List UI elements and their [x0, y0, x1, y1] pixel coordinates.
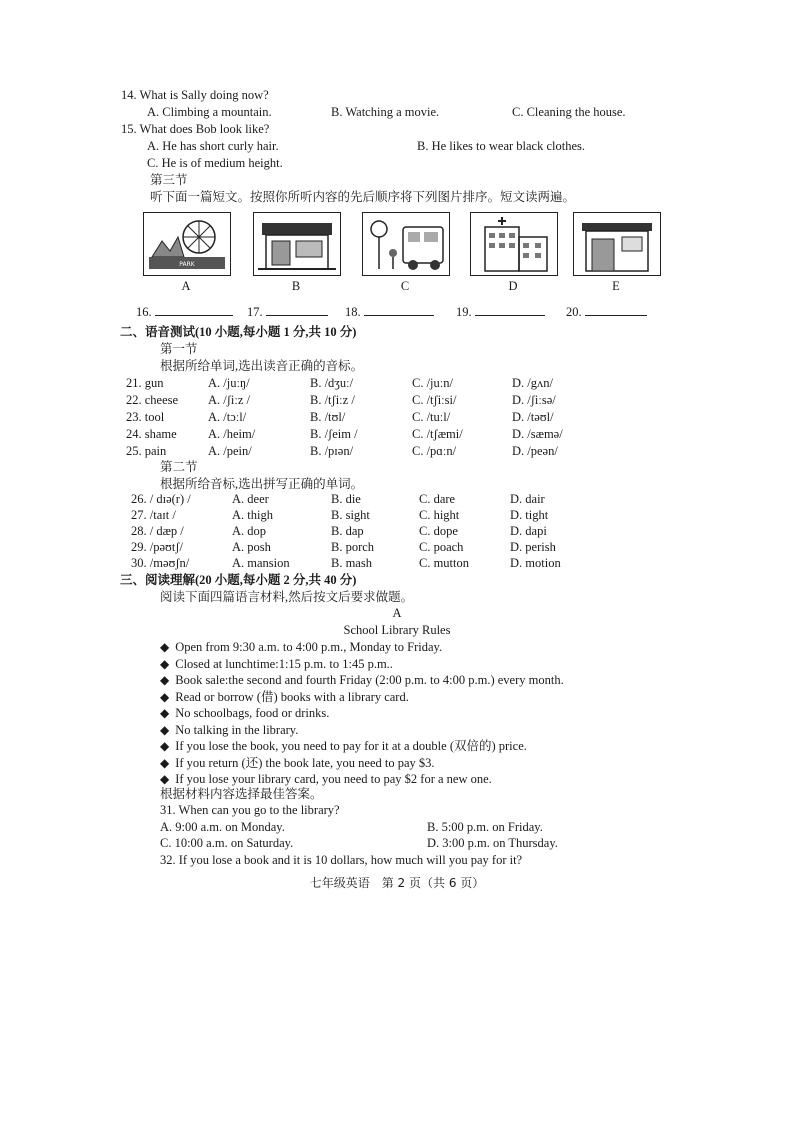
q22-option-c: C. /tʃiːsi/ — [412, 393, 457, 407]
q29-option-c: C. poach — [419, 540, 464, 554]
q29-option-a: A. posh — [232, 540, 271, 554]
q26-option-d: D. dair — [510, 492, 545, 506]
section2-part1-title: 第一节 — [160, 342, 198, 356]
section2-part2-title: 第二节 — [160, 460, 198, 474]
q32-stem: 32. If you lose a book and it is 10 dollars, how much will you pay for it? — [160, 853, 523, 867]
q29-option-b: B. porch — [331, 540, 375, 554]
picture-c-bus-stop — [362, 212, 450, 276]
q28-option-d: D. dapi — [510, 524, 547, 538]
q22-option-d: D. /ʃiːsə/ — [512, 393, 556, 407]
answer-blank-19[interactable]: 19. — [456, 302, 545, 320]
q15-option-b: B. He likes to wear black clothes. — [417, 139, 586, 153]
answer-blank-18[interactable]: 18. — [345, 302, 434, 320]
picture-d-hospital — [470, 212, 558, 276]
section2-part1-instruction: 根据所给单词,选出读音正确的音标。 — [160, 359, 364, 373]
section3-heading: 三、阅读理解(20 小题,每小题 2 分,共 40 分) — [120, 573, 357, 587]
q22-option-b: B. /tʃiːz / — [310, 393, 355, 407]
rule-item: ◆ Book sale:the second and fourth Friday (2:00 p.m. to 4:00 p.m.) every month. — [160, 673, 564, 687]
q31-stem: 31. When can you go to the library? — [160, 803, 340, 817]
diamond-bullet-icon: ◆ — [160, 739, 170, 753]
page-footer: 七年级英语 第 2 页（共 6 页） — [309, 876, 485, 890]
diamond-bullet-icon: ◆ — [160, 706, 170, 720]
q15-option-a: A. He has short curly hair. — [147, 139, 279, 153]
section3-instruction: 阅读下面四篇语言材料,然后按文后要求做题。 — [160, 590, 414, 604]
q21-option-c: C. /juːn/ — [412, 376, 453, 390]
svg-text:PARK: PARK — [179, 261, 195, 268]
part3-instruction: 听下面一篇短文。按照你所听内容的先后顺序将下列图片排序。短文读两遍。 — [150, 190, 576, 204]
q23-option-d: D. /təʊl/ — [512, 410, 554, 424]
q21-option-b: B. /dʒuː/ — [310, 376, 354, 390]
q31-option-c: C. 10:00 a.m. on Saturday. — [160, 836, 294, 850]
q21-option-d: D. /gʌn/ — [512, 376, 553, 390]
rule-item: ◆ If you lose the book, you need to pay for it at a double (双倍的) price. — [160, 739, 527, 753]
rule-item: ◆ Open from 9:30 a.m. to 4:00 p.m., Monday to Friday. — [160, 640, 443, 654]
picture-label-b: B — [291, 279, 301, 293]
q14-option-a: A. Climbing a mountain. — [147, 105, 272, 119]
q24-option-a: A. /heim/ — [208, 427, 256, 441]
q24-option-d: D. /sæmə/ — [512, 427, 563, 441]
rule-item: ◆ If you return (还) the book late, you need to pay $3. — [160, 755, 435, 770]
rule-item: ◆ No talking in the library. — [160, 722, 299, 737]
q24-option-c: C. /tʃæmi/ — [412, 427, 463, 441]
q31-option-a: A. 9:00 a.m. on Monday. — [160, 820, 285, 834]
q27-option-c: C. hight — [419, 508, 460, 522]
q29-option-d: D. perish — [510, 540, 556, 554]
q23-option-b: B. /tʊl/ — [310, 410, 346, 424]
q14-option-c: C. Cleaning the house. — [512, 105, 626, 119]
q27-phonetic: 27. /taɪt / — [131, 508, 176, 522]
picture-label-a: A — [181, 279, 191, 293]
picture-e-store — [573, 212, 661, 276]
picture-label-d: D — [508, 279, 518, 293]
q21-option-a: A. /juːŋ/ — [208, 376, 250, 390]
picture-a-amusement-park — [143, 212, 231, 276]
section2-heading: 二、语音测试(10 小题,每小题 1 分,共 10 分) — [120, 325, 357, 339]
choose-instruction: 根据材料内容选择最佳答案。 — [160, 787, 323, 801]
q25-option-c: C. /pɑːn/ — [412, 444, 457, 458]
diamond-bullet-icon: ◆ — [160, 772, 170, 786]
q31-option-d: D. 3:00 p.m. on Thursday. — [427, 836, 558, 850]
answer-blank-17[interactable]: 17. — [247, 302, 328, 320]
q26-option-b: B. die — [331, 492, 361, 506]
diamond-bullet-icon: ◆ — [160, 673, 170, 687]
q24-option-b: B. /ʃeim / — [310, 427, 358, 441]
q21-word: 21. gun — [126, 376, 164, 390]
diamond-bullet-icon: ◆ — [160, 656, 170, 671]
q28-phonetic: 28. / dæp / — [131, 524, 184, 538]
q22-word: 22. cheese — [126, 393, 179, 407]
diamond-bullet-icon: ◆ — [160, 689, 170, 704]
q25-option-d: D. /peən/ — [512, 444, 558, 458]
q26-option-c: C. dare — [419, 492, 456, 506]
rule-item: ◆ No schoolbags, food or drinks. — [160, 706, 330, 720]
passage-letter: A — [392, 606, 402, 620]
q29-phonetic: 29. /pəʊtʃ/ — [131, 540, 183, 554]
answer-blank-16[interactable]: 16. — [136, 302, 233, 320]
rule-item: ◆ If you lose your library card, you need to pay $2 for a new one. — [160, 772, 492, 786]
q25-option-b: B. /pɪən/ — [310, 444, 354, 458]
q30-option-a: A. mansion — [232, 556, 290, 570]
q15-stem: 15. What does Bob look like? — [121, 122, 270, 136]
diamond-bullet-icon: ◆ — [160, 640, 170, 654]
q28-option-c: C. dope — [419, 524, 458, 538]
picture-label-e: E — [612, 279, 620, 293]
diamond-bullet-icon: ◆ — [160, 755, 170, 770]
q22-option-a: A. /ʃiːz / — [208, 393, 251, 407]
rule-item: ◆ Read or borrow (借) books with a library card. — [160, 689, 409, 704]
q30-phonetic: 30. /məʊʃn/ — [131, 556, 190, 570]
rule-item: ◆ Closed at lunchtime:1:15 p.m. to 1:45 p.m.. — [160, 656, 393, 671]
q24-word: 24. shame — [126, 427, 177, 441]
picture-b-shop-front — [253, 212, 341, 276]
q23-option-a: A. /tɔːl/ — [208, 410, 247, 424]
q28-option-b: B. dap — [331, 524, 364, 538]
q26-option-a: A. deer — [232, 492, 269, 506]
q23-word: 23. tool — [126, 410, 165, 424]
q14-stem: 14. What is Sally doing now? — [121, 88, 269, 102]
q31-option-b: B. 5:00 p.m. on Friday. — [427, 820, 543, 834]
q14-option-b: B. Watching a movie. — [331, 105, 440, 119]
section2-part2-instruction: 根据所给音标,选出拼写正确的单词。 — [160, 477, 364, 491]
q25-word: 25. pain — [126, 444, 167, 458]
q15-option-c: C. He is of medium height. — [147, 156, 283, 170]
picture-label-c: C — [400, 279, 410, 293]
q28-option-a: A. dop — [232, 524, 267, 538]
q23-option-c: C. /tuːl/ — [412, 410, 451, 424]
q27-option-b: B. sight — [331, 508, 370, 522]
q25-option-a: A. /pein/ — [208, 444, 252, 458]
q27-option-d: D. tight — [510, 508, 549, 522]
diamond-bullet-icon: ◆ — [160, 722, 170, 737]
q26-phonetic: 26. / dɪə(r) / — [131, 492, 191, 506]
answer-blank-20[interactable]: 20. — [566, 302, 647, 320]
part3-title: 第三节 — [150, 173, 188, 187]
q30-option-d: D. motion — [510, 556, 561, 570]
q30-option-b: B. mash — [331, 556, 372, 570]
q27-option-a: A. thigh — [232, 508, 273, 522]
passage-title: School Library Rules — [343, 623, 451, 637]
q30-option-c: C. mutton — [419, 556, 470, 570]
